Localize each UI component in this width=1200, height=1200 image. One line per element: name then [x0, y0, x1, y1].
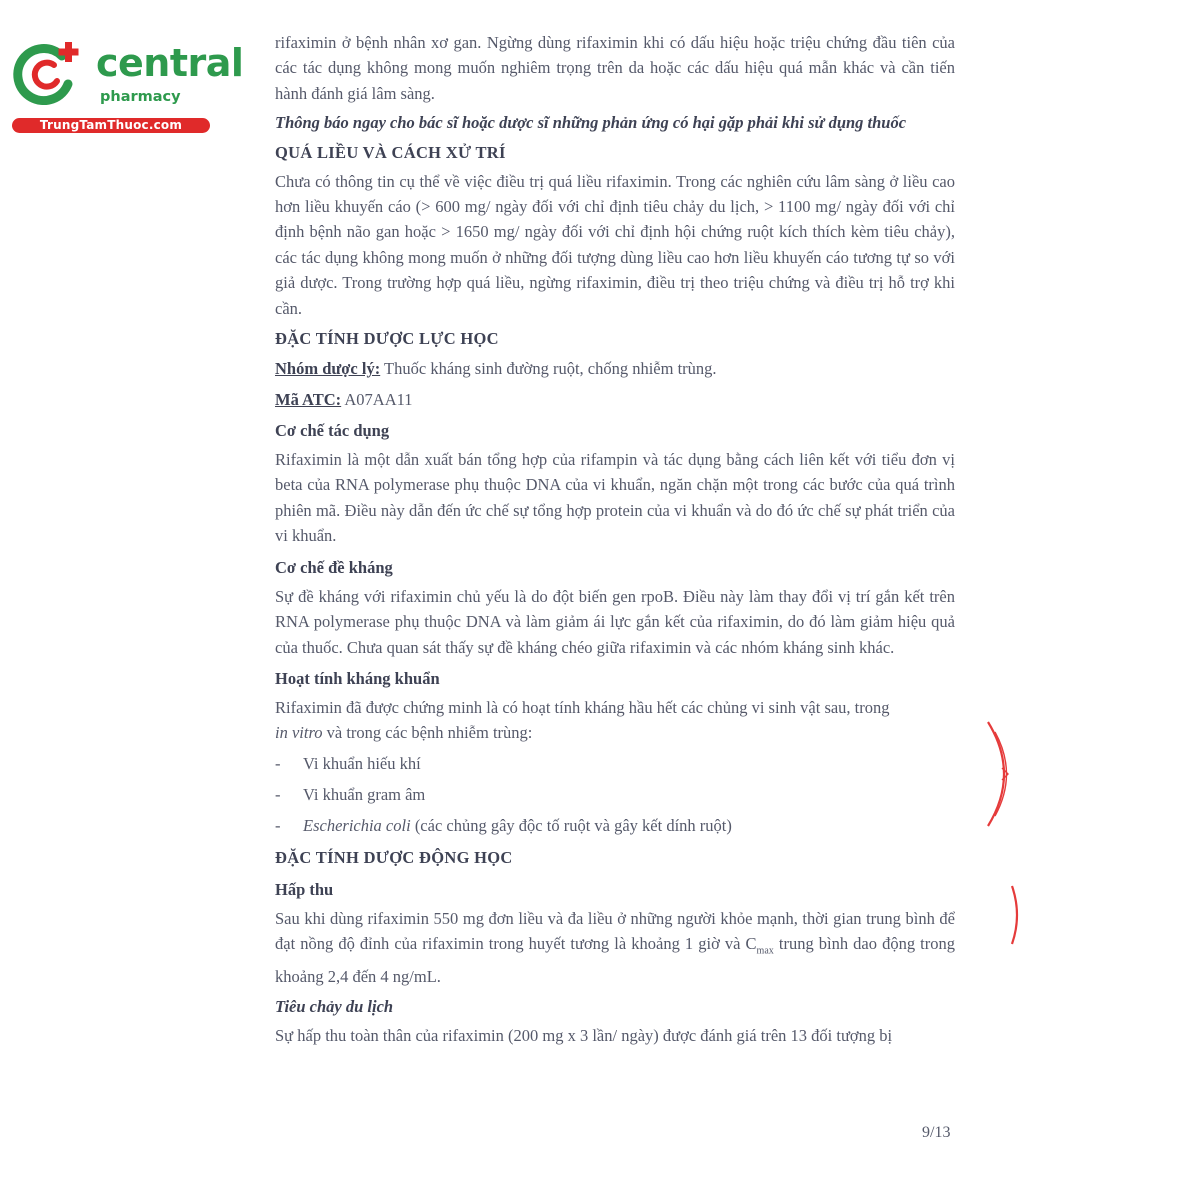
absorption-paragraph [275, 906, 955, 990]
mechanism-heading: Cơ chế tác dụng [275, 421, 390, 441]
antibacterial-activity-paragraph [275, 695, 955, 746]
atc-code [275, 390, 955, 410]
pharmacy-logo [10, 38, 244, 138]
list-dash: - [275, 815, 281, 835]
overdose-heading: QUÁ LIỀU VÀ CÁCH XỬ TRÍ [275, 142, 506, 162]
list-item [275, 816, 955, 836]
logo-website-banner: TrungTamThuoc.com [12, 118, 210, 133]
pharmacological-group-value: Thuốc kháng sinh đường ruột, chống nhiễm trùng. [384, 359, 717, 379]
antibacterial-activity-heading: Hoạt tính kháng khuẩn [275, 668, 440, 688]
list-item-italic: Escherichia coli [303, 815, 411, 835]
list-item-text: (các chủng gây độc tố ruột và gây kết dính ruột) [414, 815, 732, 835]
central-pharmacy-logo-icon [10, 38, 82, 110]
absorption-text-part1: Sau khi dùng rifaximin 550 mg đơn liều và đa liều ở những người khỏe mạnh, thời gian trung bình để đạt nồng độ đỉnh của rifaximin trong huyết tương là khoảng 1 giờ và C [275, 908, 955, 954]
list-item-text: Vi khuẩn gram âm [303, 784, 426, 804]
travelers-diarrhea-heading: Tiêu chảy du lịch [275, 997, 394, 1017]
pharmacodynamics-heading: ĐẶC TÍNH DƯỢC LỰC HỌC [275, 329, 499, 349]
activity-text-part1: Rifaximin đã được chứng minh là có hoạt tính kháng hầu hết các chủng vi sinh vật sau, trong [275, 697, 890, 717]
logo-name: central [96, 41, 244, 85]
mechanism-paragraph: Rifaximin là một dẫn xuất bán tổng hợp của rifampin và tác dụng bằng cách liên kết với tiểu đơn vị beta của RNA polymerase phụ thuộc DNA của vi khuẩn, ngăn chặn một trong các bước của quá trình phiên mã. Điều này dẫn đến ức chế sự tổng hợp protein của vi khuẩn và do đó ức chế sự phát triển của vi khuẩn. [275, 450, 955, 546]
resistance-paragraph: Sự đề kháng với rifaximin chủ yếu là do đột biến gen rpoB. Điều này làm thay đổi vị trí gắn kết trên RNA polymerase phụ thuộc DNA và làm giảm ái lực gắn kết của rifaximin, do đó làm giảm hiệu quả của thuốc. Chưa quan sát thấy sự đề kháng chéo giữa rifaximin và các nhóm kháng sinh khác. [275, 586, 955, 657]
resistance-heading: Cơ chế đề kháng [275, 557, 393, 577]
pharmacokinetics-heading: ĐẶC TÍNH DƯỢC ĐỘNG HỌC [275, 847, 513, 867]
page-number: 9/13 [922, 1124, 951, 1141]
list-item [275, 754, 955, 774]
activity-text-part2: và trong các bệnh nhiễm trùng: [326, 723, 533, 743]
list-item [275, 785, 955, 805]
organism-list [275, 754, 955, 836]
activity-text-in-vitro: in vitro [275, 723, 323, 743]
atc-code-value: A07AA11 [344, 390, 413, 410]
list-dash: - [275, 784, 281, 804]
cmax-subscript: max [756, 945, 774, 957]
adverse-reaction-notice: Thông báo ngay cho bác sĩ hoặc dược sĩ những phản ứng có hại gặp phải khi sử dụng thuốc [275, 113, 907, 133]
document-page [275, 30, 955, 1049]
intro-paragraph: rifaximin ở bệnh nhân xơ gan. Ngừng dùng rifaximin khi có dấu hiệu hoặc triệu chứng đầu tiên của các tác dụng không mong muốn nghiêm trọng trên da hoặc các dấu hiệu quá mẫn khác và cần tiến hành đánh giá lâm sàng. [275, 33, 955, 103]
red-stamp-bottom [1008, 884, 1022, 946]
pharmacological-group-label: Nhóm dược lý: [275, 359, 381, 379]
atc-code-label: Mã ATC: [275, 390, 342, 410]
logo-subtitle: pharmacy [100, 89, 181, 105]
list-item-text: Vi khuẩn hiếu khí [303, 753, 421, 773]
absorption-heading: Hấp thu [275, 879, 334, 899]
pharmacological-group [275, 359, 955, 379]
red-stamp-top [984, 718, 1024, 830]
absorption-text-part2: trung bình dao động trong khoảng 2,4 đến 4 ng/mL. [275, 934, 956, 986]
list-dash: - [275, 753, 281, 773]
overdose-paragraph: Chưa có thông tin cụ thể về việc điều trị quá liều rifaximin. Trong các nghiên cứu lâm sàng ở liều cao hơn liều khuyến cáo (> 600 mg/ ngày đối với chỉ định tiêu chảy du lịch, > 1100 mg/ ngày đối với chỉ định bệnh não gan hoặc > 1650 mg/ ngày đối với chỉ định hội chứng ruột kích thích kèm tiêu chảy), các tác dụng không mong muốn ở những đối tượng dùng liều cao hơn liều khuyến cáo tương tự so với giả dược. Trong trường hợp quá liều, ngừng rifaximin, điều trị theo triệu chứng và điều trị hỗ trợ khi cần. [275, 171, 955, 318]
travelers-diarrhea-paragraph: Sự hấp thu toàn thân của rifaximin (200 mg x 3 lần/ ngày) được đánh giá trên 13 đối tượng bị [275, 1026, 893, 1046]
